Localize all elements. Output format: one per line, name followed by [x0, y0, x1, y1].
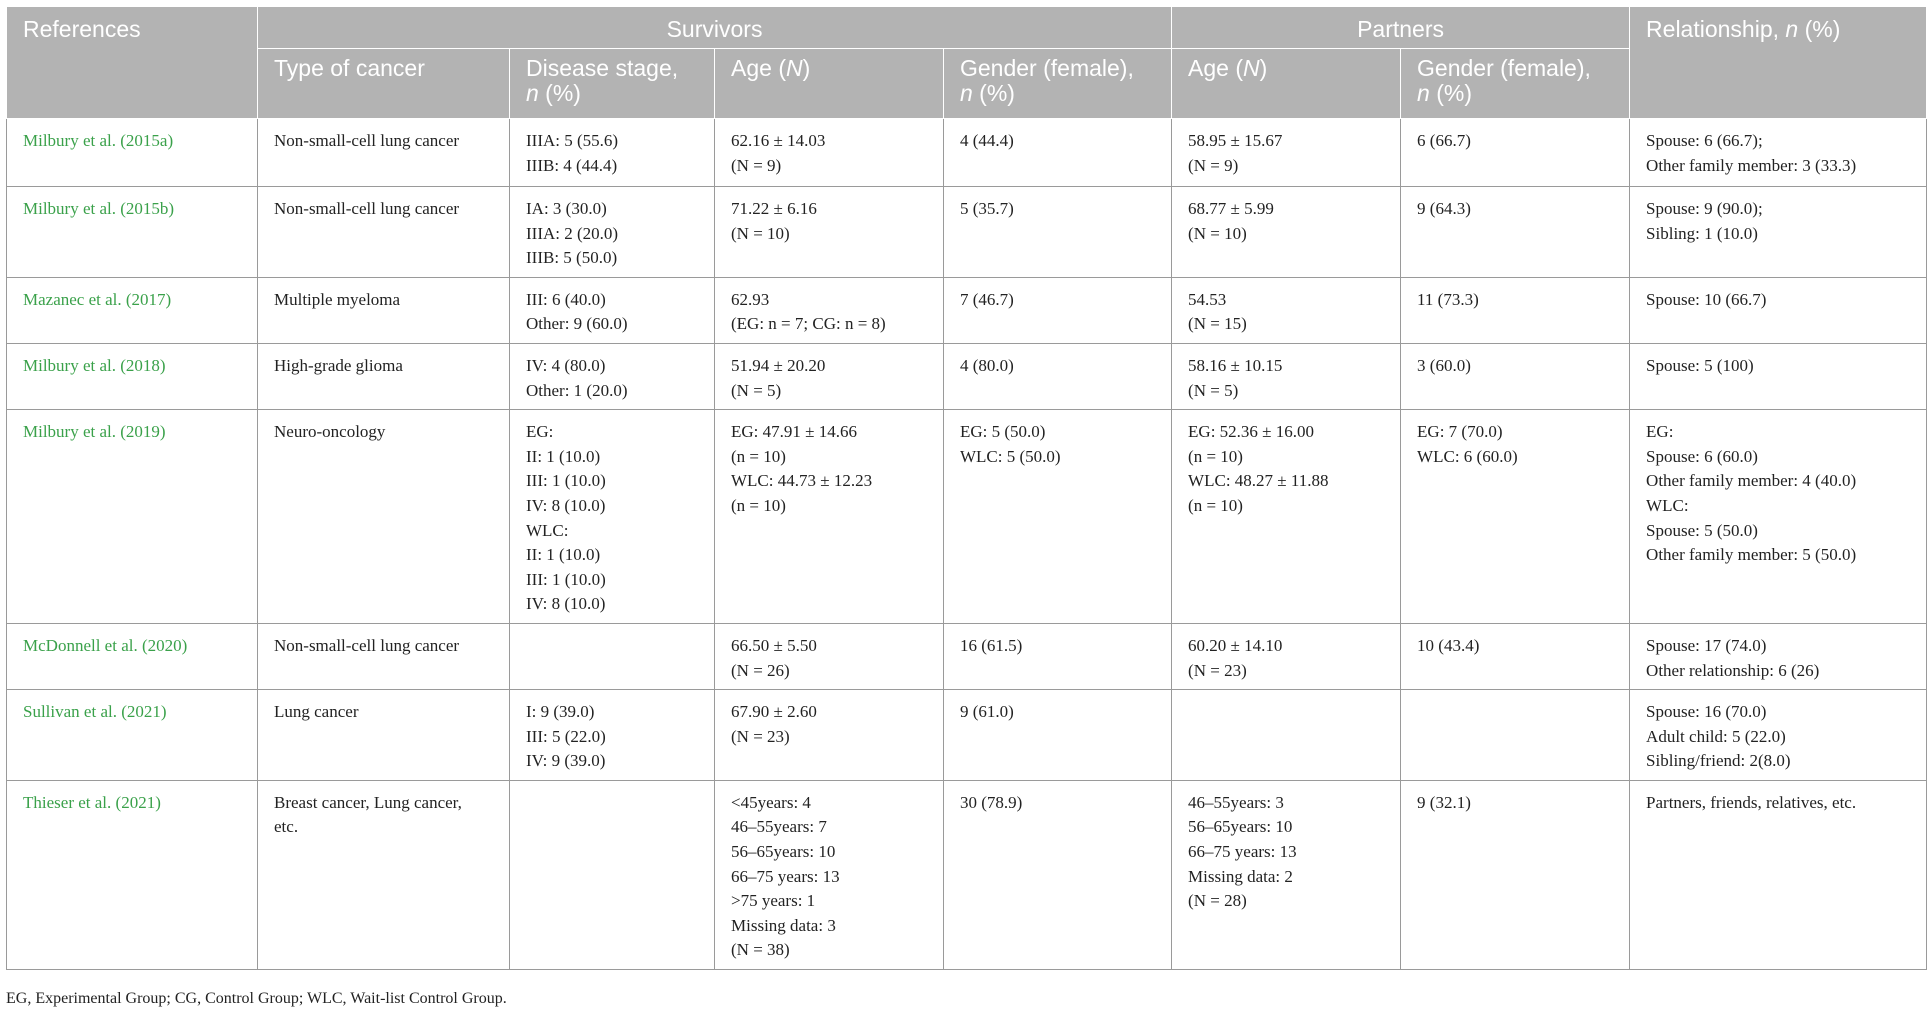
cell-line: 62.16 ± 14.03	[731, 131, 826, 150]
header-type-of-cancer: Type of cancer	[258, 49, 510, 119]
cell-line: EG: 52.36 ± 16.00	[1188, 422, 1315, 442]
reference-cell	[7, 410, 258, 624]
survivor-gender-cell	[944, 410, 1172, 624]
type-of-cancer-cell	[258, 623, 510, 689]
reference-link[interactable]: Sullivan et al. (2021)	[23, 702, 167, 722]
header-disease-stage: Disease stage, n (%)	[510, 49, 715, 119]
cell-line: WLC: 44.73 ± 12.23	[731, 471, 873, 491]
cell-line: III: 1 (10.0)	[526, 471, 606, 491]
survivor-age-cell	[715, 277, 944, 343]
reference-link[interactable]: Milbury et al. (2015a)	[23, 131, 174, 150]
reference-cell	[7, 343, 258, 409]
cell-line: Other family member: 4 (40.0)	[1646, 471, 1857, 491]
table-footnote: EG, Experimental Group; CG, Control Group; WLC, Wait-list Control Group.	[6, 990, 507, 1007]
cell-line: (n = 10)	[1188, 495, 1243, 515]
cell-line: 66–75 years: 13	[1188, 842, 1297, 862]
cell-line: 66–75 years: 13	[731, 866, 840, 886]
cell-line: Non-small-cell lung cancer	[274, 199, 460, 218]
cell-line: 7 (46.7)	[960, 289, 1014, 309]
survivor-age-cell	[715, 780, 944, 969]
cell-line: Missing data: 3	[731, 915, 836, 935]
cell-line: IIIA: 2 (20.0)	[526, 223, 619, 243]
partner-age-cell	[1172, 343, 1401, 409]
header-partner-gender: Gender (female), n (%)	[1401, 49, 1630, 119]
partner-age-cell	[1172, 780, 1401, 969]
cell-line: Spouse: 5 (100)	[1646, 355, 1754, 375]
table-row	[7, 187, 1927, 278]
cell-line: 71.22 ± 6.16	[731, 199, 817, 218]
cell-line: IV: 4 (80.0)	[526, 355, 606, 375]
cell-line: 9 (61.0)	[960, 702, 1014, 722]
partner-gender-cell	[1401, 690, 1630, 781]
cell-line: 11 (73.3)	[1417, 289, 1479, 309]
cell-line: IV: 9 (39.0)	[526, 751, 606, 771]
cell-line: 54.53	[1188, 289, 1227, 309]
cell-line: IIIB: 5 (50.0)	[526, 248, 618, 268]
header-survivor-age: Age (N)	[715, 49, 944, 119]
cell-line: Other family member: 3 (33.3)	[1646, 155, 1857, 175]
disease-stage-cell	[510, 343, 715, 409]
header-relationship: Relationship, n (%)	[1630, 7, 1927, 119]
cell-line: I: 9 (39.0)	[526, 702, 595, 722]
partner-gender-cell	[1401, 780, 1630, 969]
disease-stage-cell	[510, 780, 715, 969]
partner-age-cell	[1172, 690, 1401, 781]
cell-line: 56–65years: 10	[1188, 817, 1293, 837]
partner-age-cell	[1172, 119, 1401, 187]
reference-link[interactable]: Milbury et al. (2019)	[23, 422, 166, 442]
cell-line: 9 (64.3)	[1417, 199, 1471, 218]
cell-line: (n = 10)	[1188, 446, 1243, 466]
reference-link[interactable]: Milbury et al. (2018)	[23, 355, 166, 375]
cell-line: (N = 38)	[731, 940, 790, 960]
cell-line: (N = 26)	[731, 660, 790, 680]
cell-line: 66.50 ± 5.50	[731, 635, 817, 655]
cell-line: Spouse: 6 (66.7);	[1646, 131, 1763, 150]
cell-line: III: 5 (22.0)	[526, 726, 606, 746]
disease-stage-cell	[510, 623, 715, 689]
table-row	[7, 690, 1927, 781]
cell-line: 46–55years: 3	[1188, 792, 1284, 812]
table-row	[7, 343, 1927, 409]
partner-gender-cell	[1401, 343, 1630, 409]
cell-line: Breast cancer, Lung cancer,	[274, 792, 462, 812]
cell-line: Other family member: 5 (50.0)	[1646, 545, 1857, 565]
disease-stage-cell	[510, 187, 715, 278]
cell-line: EG: 47.91 ± 14.66	[731, 422, 857, 442]
reference-cell	[7, 780, 258, 969]
cell-line: II: 1 (10.0)	[526, 446, 601, 466]
survivor-gender-cell	[944, 119, 1172, 187]
disease-stage-cell	[510, 690, 715, 781]
cell-line: 4 (80.0)	[960, 355, 1014, 375]
reference-cell	[7, 623, 258, 689]
cell-line: <45years: 4	[731, 792, 811, 812]
cell-line: Adult child: 5 (22.0)	[1646, 726, 1786, 746]
reference-cell	[7, 690, 258, 781]
survivor-age-cell	[715, 119, 944, 187]
type-of-cancer-cell	[258, 410, 510, 624]
cell-line: 68.77 ± 5.99	[1188, 199, 1274, 218]
cell-line: >75 years: 1	[731, 891, 816, 911]
cell-line: 10 (43.4)	[1417, 635, 1480, 655]
disease-stage-cell	[510, 277, 715, 343]
table-row	[7, 119, 1927, 187]
partner-age-cell	[1172, 187, 1401, 278]
survivor-age-cell	[715, 690, 944, 781]
cell-line: Spouse: 10 (66.7)	[1646, 289, 1767, 309]
relationship-cell	[1630, 623, 1927, 689]
survivor-gender-cell	[944, 780, 1172, 969]
cell-line: 51.94 ± 20.20	[731, 355, 826, 375]
header-survivor-gender: Gender (female), n (%)	[944, 49, 1172, 119]
disease-stage-cell	[510, 410, 715, 624]
cell-line: (n = 10)	[731, 495, 786, 515]
cell-line: Partners, friends, relatives, etc.	[1646, 792, 1857, 812]
cell-line: etc.	[274, 817, 299, 837]
cell-line: IV: 8 (10.0)	[526, 495, 606, 515]
type-of-cancer-cell	[258, 187, 510, 278]
survivor-age-cell	[715, 187, 944, 278]
type-of-cancer-cell	[258, 277, 510, 343]
cell-line: High-grade glioma	[274, 355, 403, 375]
cell-line: Other relationship: 6 (26)	[1646, 660, 1820, 680]
cell-line: (N = 9)	[1188, 155, 1239, 175]
survivor-gender-cell	[944, 187, 1172, 278]
cell-line: 6 (66.7)	[1417, 131, 1471, 150]
survivor-age-cell	[715, 623, 944, 689]
cell-line: WLC:	[1646, 495, 1689, 515]
study-characteristics-table	[6, 6, 1927, 970]
cell-line: Spouse: 5 (50.0)	[1646, 520, 1758, 540]
relationship-cell	[1630, 690, 1927, 781]
survivor-gender-cell	[944, 623, 1172, 689]
reference-cell	[7, 187, 258, 278]
cell-line: Spouse: 16 (70.0)	[1646, 702, 1767, 722]
type-of-cancer-cell	[258, 780, 510, 969]
cell-line: EG:	[1646, 422, 1674, 442]
cell-line: (N = 9)	[731, 155, 782, 175]
cell-line: (N = 28)	[1188, 891, 1247, 911]
survivor-age-cell	[715, 410, 944, 624]
cell-line: 5 (35.7)	[960, 199, 1014, 218]
partner-gender-cell	[1401, 410, 1630, 624]
cell-line: 60.20 ± 14.10	[1188, 635, 1283, 655]
survivor-age-cell	[715, 343, 944, 409]
partner-gender-cell	[1401, 277, 1630, 343]
type-of-cancer-cell	[258, 343, 510, 409]
partner-gender-cell	[1401, 119, 1630, 187]
cell-line: 56–65years: 10	[731, 842, 836, 862]
cell-line: Multiple myeloma	[274, 289, 401, 309]
header-references: References	[7, 7, 258, 119]
cell-line: IIIB: 4 (44.4)	[526, 155, 618, 175]
partner-gender-cell	[1401, 187, 1630, 278]
survivor-gender-cell	[944, 343, 1172, 409]
cell-line: WLC: 5 (50.0)	[960, 446, 1061, 466]
cell-line: Non-small-cell lung cancer	[274, 635, 460, 655]
header-partner-age: Age (N)	[1172, 49, 1401, 119]
cell-line: (N = 5)	[731, 380, 782, 400]
cell-line: EG:	[526, 422, 554, 442]
cell-line: Non-small-cell lung cancer	[274, 131, 460, 150]
cell-line: 9 (32.1)	[1417, 792, 1471, 812]
reference-link[interactable]: Milbury et al. (2015b)	[23, 199, 175, 218]
cell-line: IV: 8 (10.0)	[526, 594, 606, 614]
cell-line: WLC:	[526, 520, 569, 540]
cell-line: III: 6 (40.0)	[526, 289, 606, 309]
relationship-cell	[1630, 410, 1927, 624]
reference-link[interactable]: Thieser et al. (2021)	[23, 792, 161, 812]
relationship-cell	[1630, 277, 1927, 343]
cell-line: (N = 5)	[1188, 380, 1239, 400]
cell-line: (N = 10)	[731, 223, 790, 243]
table-row	[7, 410, 1927, 624]
survivor-gender-cell	[944, 690, 1172, 781]
table-body	[7, 119, 1927, 970]
type-of-cancer-cell	[258, 690, 510, 781]
type-of-cancer-cell	[258, 119, 510, 187]
cell-line: Sibling: 1 (10.0)	[1646, 223, 1758, 243]
reference-cell	[7, 277, 258, 343]
cell-line: (n = 10)	[731, 446, 786, 466]
cell-line: (EG: n = 7; CG: n = 8)	[731, 314, 886, 334]
survivor-gender-cell	[944, 277, 1172, 343]
cell-line: III: 1 (10.0)	[526, 569, 606, 589]
cell-line: Neuro-oncology	[274, 422, 386, 442]
partner-age-cell	[1172, 277, 1401, 343]
partner-age-cell	[1172, 410, 1401, 624]
table-row	[7, 277, 1927, 343]
cell-line: 62.93	[731, 289, 770, 309]
relationship-cell	[1630, 780, 1927, 969]
relationship-cell	[1630, 119, 1927, 187]
partner-gender-cell	[1401, 623, 1630, 689]
cell-line: (N = 15)	[1188, 314, 1247, 334]
cell-line: 58.16 ± 10.15	[1188, 355, 1283, 375]
cell-line: IIIA: 5 (55.6)	[526, 131, 619, 150]
cell-line: WLC: 48.27 ± 11.88	[1188, 471, 1329, 491]
cell-line: WLC: 6 (60.0)	[1417, 446, 1518, 466]
reference-link[interactable]: McDonnell et al. (2020)	[23, 635, 188, 655]
cell-line: 3 (60.0)	[1417, 355, 1471, 375]
cell-line: Spouse: 6 (60.0)	[1646, 446, 1758, 466]
cell-line: 30 (78.9)	[960, 792, 1023, 812]
cell-line: 4 (44.4)	[960, 131, 1014, 150]
reference-cell	[7, 119, 258, 187]
cell-line: 58.95 ± 15.67	[1188, 131, 1283, 150]
cell-line: IA: 3 (30.0)	[526, 199, 607, 218]
cell-line: (N = 10)	[1188, 223, 1247, 243]
cell-line: Spouse: 9 (90.0);	[1646, 199, 1763, 218]
cell-line: 67.90 ± 2.60	[731, 702, 817, 722]
disease-stage-cell	[510, 119, 715, 187]
table-container	[6, 6, 1926, 970]
cell-line: Spouse: 17 (74.0)	[1646, 635, 1767, 655]
relationship-cell	[1630, 187, 1927, 278]
cell-line: EG: 7 (70.0)	[1417, 422, 1503, 442]
cell-line: Sibling/friend: 2(8.0)	[1646, 751, 1791, 771]
cell-line: (N = 23)	[1188, 660, 1247, 680]
relationship-cell	[1630, 343, 1927, 409]
cell-line: 46–55years: 7	[731, 817, 827, 837]
header-partners: Partners	[1172, 7, 1630, 49]
partner-age-cell	[1172, 623, 1401, 689]
cell-line: Missing data: 2	[1188, 866, 1293, 886]
cell-line: (N = 23)	[731, 726, 790, 746]
cell-line: II: 1 (10.0)	[526, 545, 601, 565]
cell-line: Other: 9 (60.0)	[526, 314, 628, 334]
cell-line: EG: 5 (50.0)	[960, 422, 1046, 442]
table-row	[7, 780, 1927, 969]
cell-line: Lung cancer	[274, 702, 359, 722]
cell-line: 16 (61.5)	[960, 635, 1023, 655]
table-row	[7, 623, 1927, 689]
header-survivors: Survivors	[258, 7, 1172, 49]
cell-line: Other: 1 (20.0)	[526, 380, 628, 400]
reference-link[interactable]: Mazanec et al. (2017)	[23, 289, 172, 309]
